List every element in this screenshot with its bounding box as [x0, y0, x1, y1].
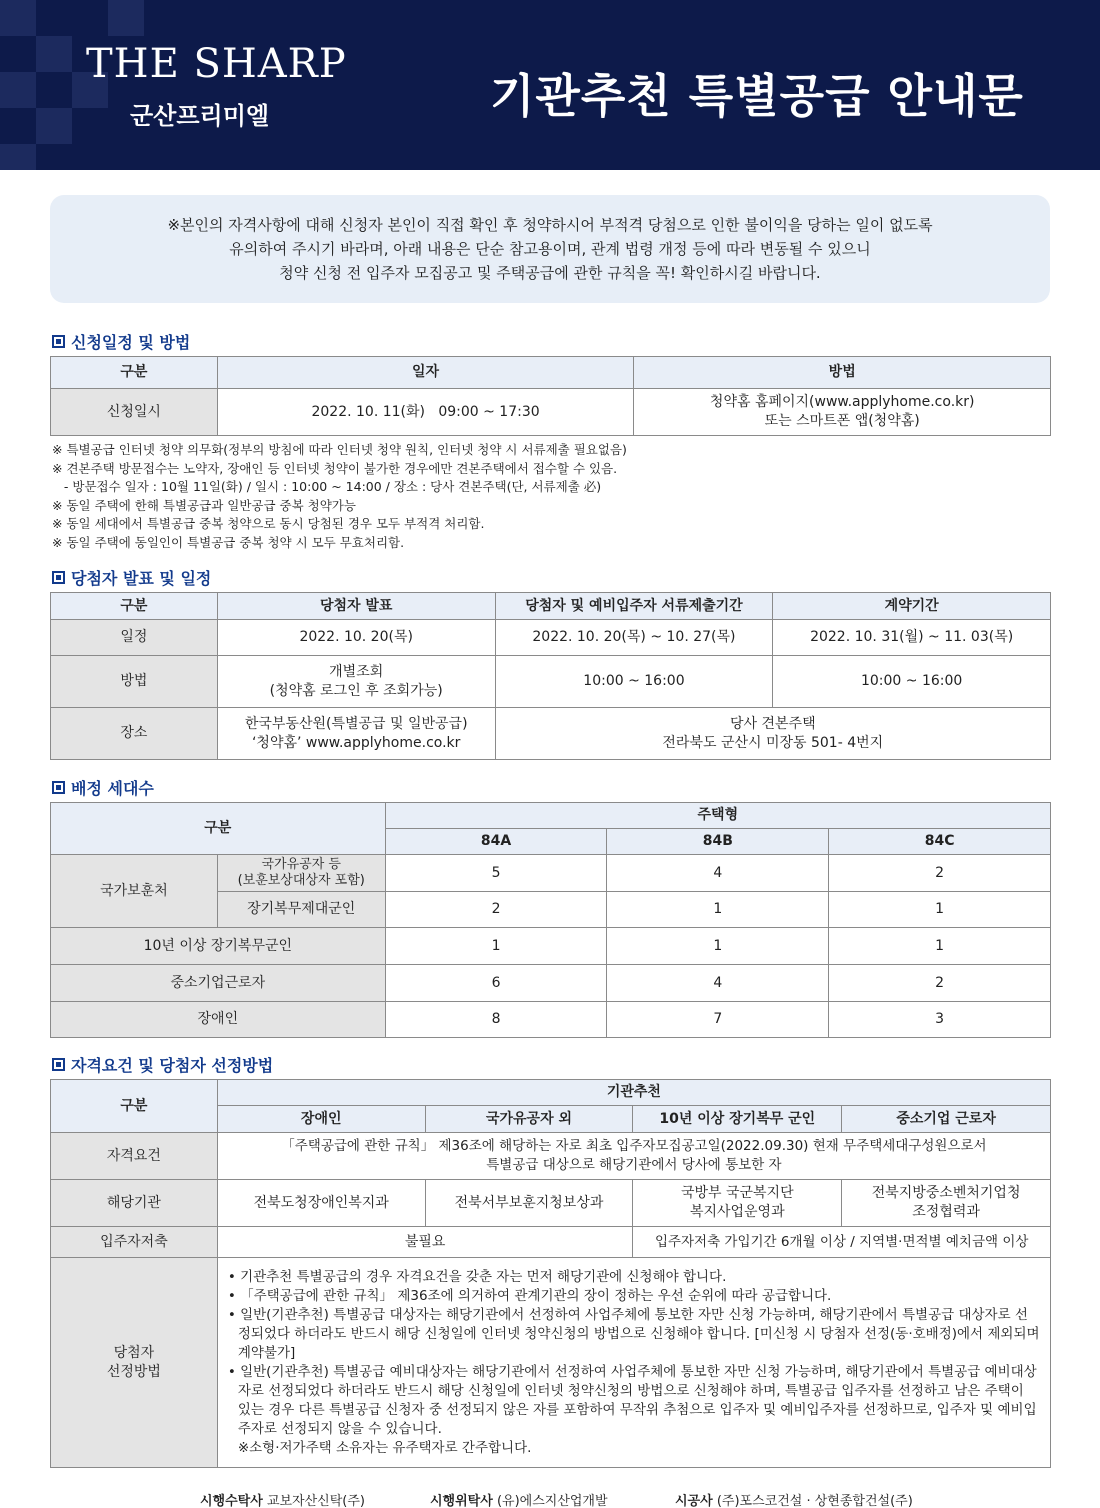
table-cell: 3 [829, 1002, 1051, 1038]
table-cell: 한국부동산원(특별공급 및 일반공급) ‘청약홈’ www.applyhome.co.kr [217, 708, 495, 760]
table-header: 기관추천 [217, 1080, 1050, 1106]
note-line: ※ 동일 세대에서 특별공급 중복 청약으로 동시 당첨된 경우 모두 부적격 처리함. [52, 516, 485, 531]
table-cell: 2 [829, 855, 1051, 892]
table-cell: 4 [607, 855, 829, 892]
notice-line: ※본인의 자격사항에 대해 신청자 본인이 직접 확인 후 청약하시어 부적격 당첨으로 인한 불이익을 당하는 일이 없도록 [167, 216, 933, 234]
brand-subtitle: 군산프리미엘 [130, 102, 270, 130]
row-header: 자격요건 [51, 1133, 218, 1180]
note-line: ※ 동일 주택에 동일인이 특별공급 중복 청약 시 모두 무효처리함. [52, 534, 405, 550]
table-header: 10년 이상 장기복무 군인 [633, 1106, 842, 1133]
table-cell: 개별조회 (청약홈 로그인 후 조회가능) [217, 656, 495, 708]
footer-developer: 시행위탁사 (유)에스지산업개발 [430, 1494, 608, 1508]
table-cell: 청약홈 홈페이지(www.applyhome.co.kr) 또는 스마트폰 앱(청약홈) [634, 389, 1051, 436]
table-cell: 2 [385, 892, 607, 928]
notice-line: 청약 신청 전 입주자 모집공고 및 주택공급에 관한 규칙을 꼭! 확인하시길 바랍니다. [279, 264, 821, 282]
table-cell: 4 [607, 965, 829, 1002]
table-cell: 1 [385, 928, 607, 965]
row-header: 장소 [51, 708, 218, 760]
table-header: 구분 [51, 803, 386, 855]
row-header: 방법 [51, 656, 218, 708]
row-header: 국가유공자 등 (보훈보상대상자 포함) [217, 855, 385, 892]
selection-method-cell [217, 1258, 1050, 1468]
table-header: 일자 [217, 357, 634, 389]
section-title-eligibility: 자격요건 및 당첨자 선정방법 [52, 1053, 273, 1076]
footer-trustee: 시행수탁사 교보자산신탁(주) [200, 1494, 365, 1508]
table-cell: 불필요 [217, 1227, 633, 1258]
row-header: 중소기업근로자 [51, 965, 386, 1002]
table-cell: 전북서부보훈지청보상과 [425, 1180, 633, 1227]
row-header: 국가보훈처 [51, 855, 218, 928]
table-header: 방법 [634, 357, 1051, 389]
table-cell: 전북지방중소벤처기업청 조정협력과 [842, 1180, 1051, 1227]
table-cell: 국방부 국군복지단 복지사업운영과 [633, 1180, 842, 1227]
footer-constructor: 시공사 (주)포스코건설 · 상현종합건설(주) [675, 1494, 913, 1508]
table-cell: 2022. 10. 20(목) ~ 10. 27(목) [495, 620, 773, 656]
table-cell: 1 [829, 892, 1051, 928]
square-bullet-icon [52, 335, 65, 348]
list-item: • 「주택공급에 관한 규칙」 제36조에 의거하여 관계기관의 장이 정하는 우선 순위에 따라 공급합니다. [227, 1287, 832, 1304]
announcement-table [50, 592, 1051, 760]
note-line: ※ 견본주택 방문접수는 노약자, 장애인 등 인터넷 청약이 불가한 경우에만 견본주택에서 접수할 수 있음. [52, 460, 618, 476]
schedule-notes [52, 441, 627, 552]
table-cell: 1 [607, 928, 829, 965]
list-item: • 기관추천 특별공급의 경우 자격요건을 갖춘 자는 먼저 해당기관에 신청해야 합니다. [227, 1268, 727, 1285]
row-header: 해당기관 [51, 1180, 218, 1227]
table-cell: 2 [829, 965, 1051, 1002]
list-item: • 일반(기관추천) 특별공급 예비대상자는 해당기관에서 선정하여 사업주체에 통보한 자만 신청 가능하며, 해당기관에서 특별공급 예비대상자로 선정되었다 하더라도 반드시 해당 신청일에 인터넷 청약신청의 방법으로 신청해야 하며, 특별공급 입주자를 선정하고 남은 주택이 있는 경우 다른 특별공급 신청자 중 선정되지 않은 자를 포함하여 무작위 추첨으로 입주자 및 예비입주자를 선정하므로, 입주자 및 예비입주자로 선정되지 않을 수 있습니다. [227, 1363, 1037, 1437]
header-banner [0, 0, 1100, 170]
table-header: 84B [607, 829, 829, 855]
schedule-table [50, 356, 1051, 436]
square-bullet-icon [52, 571, 65, 584]
row-header: 장애인 [51, 1002, 386, 1038]
section-title-schedule: 신청일정 및 방법 [52, 330, 190, 353]
section-title-announcement: 당첨자 발표 및 일정 [52, 566, 211, 589]
table-cell: 2022. 10. 31(월) ~ 11. 03(목) [773, 620, 1051, 656]
table-cell: 2022. 10. 11(화) 09:00 ~ 17:30 [217, 389, 634, 436]
page-title: 기관추천 특별공급 안내문 [490, 69, 1024, 123]
table-header: 장애인 [217, 1106, 425, 1133]
row-header: 입주자저축 [51, 1227, 218, 1258]
table-header: 구분 [51, 1080, 218, 1133]
table-header: 구분 [51, 357, 218, 389]
square-bullet-icon [52, 1058, 65, 1071]
section-title-allocation: 배정 세대수 [52, 776, 154, 799]
table-cell: 5 [385, 855, 607, 892]
note-line: - 방문접수 일자 : 10월 11일(화) / 일시 : 10:00 ~ 14:00 / 장소 : 당사 견본주택(단, 서류제출 必) [52, 479, 602, 494]
table-header: 당첨자 발표 [217, 593, 495, 620]
table-cell: 2022. 10. 20(목) [217, 620, 495, 656]
row-header: 신청일시 [51, 389, 218, 436]
table-cell: 10:00 ~ 16:00 [495, 656, 773, 708]
brand-name: THE SHARP [86, 41, 347, 87]
table-header: 구분 [51, 593, 218, 620]
table-header: 당첨자 및 예비입주자 서류제출기간 [495, 593, 773, 620]
table-header: 계약기간 [773, 593, 1051, 620]
table-cell: 8 [385, 1002, 607, 1038]
brand-logo [86, 41, 347, 131]
note-line: ※ 동일 주택에 한해 특별공급과 일반공급 중복 청약가능 [52, 497, 356, 513]
table-header: 국가유공자 외 [425, 1106, 633, 1133]
eligibility-table [50, 1079, 1051, 1468]
table-cell: 7 [607, 1002, 829, 1038]
table-header: 84C [829, 829, 1051, 855]
table-cell: 6 [385, 965, 607, 1002]
row-header: 장기복무제대군인 [217, 892, 385, 928]
allocation-table [50, 802, 1051, 1038]
list-item: ※소형·저가주택 소유자는 유주택자로 간주합니다. [237, 1439, 532, 1456]
row-header: 일정 [51, 620, 218, 656]
notice-line: 유의하여 주시기 바라며, 아래 내용은 단순 참고용이며, 관계 법령 개정 등에 따라 변동될 수 있으니 [229, 240, 871, 258]
table-header: 중소기업 근로자 [842, 1106, 1051, 1133]
table-cell: 전북도청장애인복지과 [217, 1180, 425, 1227]
list-item: • 일반(기관추천) 특별공급 대상자는 해당기관에서 선정하여 사업주체에 통보한 자만 신청 가능하며, 해당기관에서 특별공급 대상자로 선정되었다 하더라도 반드시 해당 신청일에 인터넷 청약신청의 방법으로 신청해야 합니다. [미신청 시 당첨자 선정(동·호배정)에서 제외되며 계약불가] [227, 1306, 1040, 1361]
row-header: 10년 이상 장기복무군인 [51, 928, 386, 965]
table-cell: 당사 견본주택 전라북도 군산시 미장동 501- 4번지 [495, 708, 1050, 760]
table-cell: 1 [607, 892, 829, 928]
row-header: 당첨자 선정방법 [51, 1258, 218, 1468]
square-bullet-icon [52, 781, 65, 794]
table-cell: 1 [829, 928, 1051, 965]
table-cell: 「주택공급에 관한 규칙」 제36조에 해당하는 자로 최초 입주자모집공고일(2022.09.30) 현재 무주택세대구성원으로서 특별공급 대상으로 해당기관에서 당사에 통보한 자 [217, 1133, 1050, 1180]
table-header: 주택형 [385, 803, 1050, 829]
table-header: 84A [385, 829, 607, 855]
table-cell: 입주자저축 가입기간 6개월 이상 / 지역별·면적별 예치금액 이상 [633, 1227, 1051, 1258]
notice-box [50, 195, 1050, 303]
note-line: ※ 특별공급 인터넷 청약 의무화(정부의 방침에 따라 인터넷 청약 원칙, 인터넷 청약 시 서류제출 필요없음) [52, 442, 627, 457]
table-cell: 10:00 ~ 16:00 [773, 656, 1051, 708]
